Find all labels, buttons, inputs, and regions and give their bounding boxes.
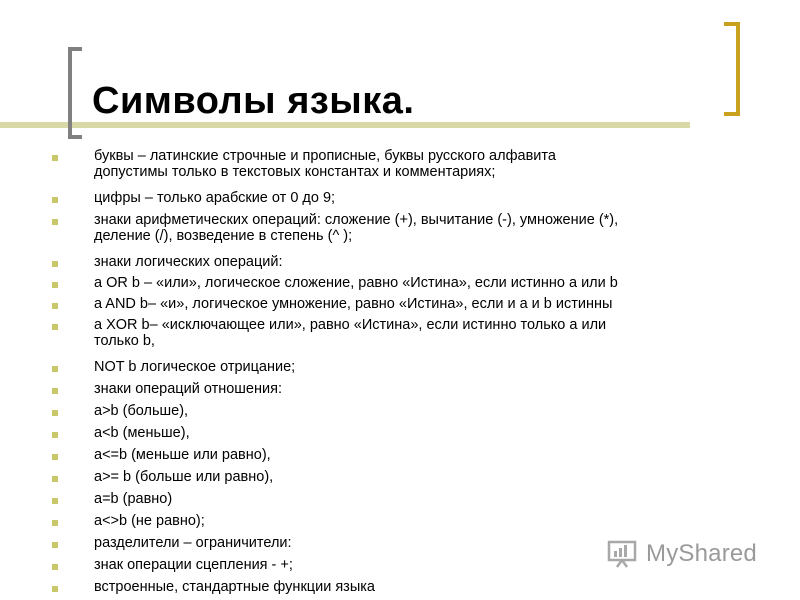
list-item-line: a<=b (меньше или равно), xyxy=(94,447,271,463)
list-item xyxy=(52,425,752,441)
bullet-marker xyxy=(52,498,58,504)
list-item-line: знак операции сцепления - +; xyxy=(94,557,293,573)
bullet-marker xyxy=(52,282,58,288)
list-item-text xyxy=(94,359,295,375)
bullet-marker xyxy=(52,261,58,267)
list-item-text xyxy=(94,491,172,507)
list-item xyxy=(52,359,752,375)
list-item xyxy=(52,190,752,206)
watermark-text: MyShared xyxy=(646,540,757,567)
bullet-marker xyxy=(52,564,58,570)
list-item xyxy=(52,513,752,529)
list-item-line: a AND b– «и», логическое умножение, равно «Истина», если и a и b истинны xyxy=(94,296,613,312)
list-item-text xyxy=(94,212,618,244)
bullet-marker xyxy=(52,388,58,394)
list-item xyxy=(52,254,752,270)
list-item-line: a>b (больше), xyxy=(94,403,189,419)
bullet-marker xyxy=(52,542,58,548)
bullet-marker xyxy=(52,219,58,225)
list-item-line: a<>b (не равно); xyxy=(94,513,205,529)
list-item-line: a XOR b– «исключающее или», равно «Истина», если истинно только a или xyxy=(94,317,607,333)
list-item xyxy=(52,579,752,595)
list-item-text xyxy=(94,317,606,349)
list-item-line: буквы – латинские строчные и прописные, буквы русского алфавита xyxy=(94,148,556,164)
list-item-line: a<b (меньше), xyxy=(94,425,190,441)
list-item-line: знаки логических операций: xyxy=(94,254,283,270)
bullet-marker xyxy=(52,476,58,482)
bullet-marker xyxy=(52,303,58,309)
list-item xyxy=(52,491,752,507)
list-item-line: встроенные, стандартные функции языка xyxy=(94,579,375,595)
list-item-text xyxy=(94,275,618,291)
list-item-text xyxy=(94,513,205,529)
bullet-marker xyxy=(52,410,58,416)
list-item xyxy=(52,469,752,485)
list-item-line: NOT b логическое отрицание; xyxy=(94,359,296,375)
list-item-text xyxy=(94,148,556,180)
list-item-line: деление (/), возведение в степень (^ ); xyxy=(94,228,353,244)
list-item xyxy=(52,447,752,463)
list-item-line: цифры – только арабские от 0 до 9; xyxy=(94,190,336,206)
list-item xyxy=(52,148,752,180)
list-item-text xyxy=(94,381,282,397)
bullet-marker xyxy=(52,586,58,592)
list-item xyxy=(52,403,752,419)
list-item-line: знаки операций отношения: xyxy=(94,381,282,397)
watermark-logo xyxy=(606,538,776,570)
list-item-text xyxy=(94,535,292,551)
slide-title: Символы языка. xyxy=(92,80,415,122)
list-item xyxy=(52,381,752,397)
list-item xyxy=(52,317,752,349)
list-item-text xyxy=(94,557,293,573)
list-item xyxy=(52,212,752,244)
list-item-text xyxy=(94,296,612,312)
list-item-line: a OR b – «или», логическое сложение, равно «Истина», если истинно a или b xyxy=(94,275,618,291)
list-item-text xyxy=(94,403,188,419)
list-item-line: знаки арифметических операций: сложение (+), вычитание (-), умножение (*), xyxy=(94,212,619,228)
list-item-line: допустимы только в текстовых константах и комментариях; xyxy=(94,164,496,180)
bullet-marker xyxy=(52,520,58,526)
list-item-line: разделители – ограничители: xyxy=(94,535,292,551)
bullet-marker xyxy=(52,324,58,330)
list-item xyxy=(52,275,752,291)
list-item-line: только b, xyxy=(94,333,155,349)
left-bracket-decoration xyxy=(68,47,82,139)
presentation-board-icon xyxy=(606,539,640,569)
list-item-text xyxy=(94,254,283,270)
list-item-text xyxy=(94,469,273,485)
list-item-text xyxy=(94,447,271,463)
bullet-marker xyxy=(52,432,58,438)
list-item-text xyxy=(94,579,375,595)
right-bracket-decoration xyxy=(724,22,740,116)
bullet-marker xyxy=(52,366,58,372)
list-item-line: a>= b (больше или равно), xyxy=(94,469,274,485)
bullet-marker xyxy=(52,155,58,161)
bullet-marker xyxy=(52,197,58,203)
list-item xyxy=(52,296,752,312)
list-item-line: a=b (равно) xyxy=(94,491,173,507)
bullet-marker xyxy=(52,454,58,460)
list-item-text xyxy=(94,425,190,441)
list-item-text xyxy=(94,190,335,206)
